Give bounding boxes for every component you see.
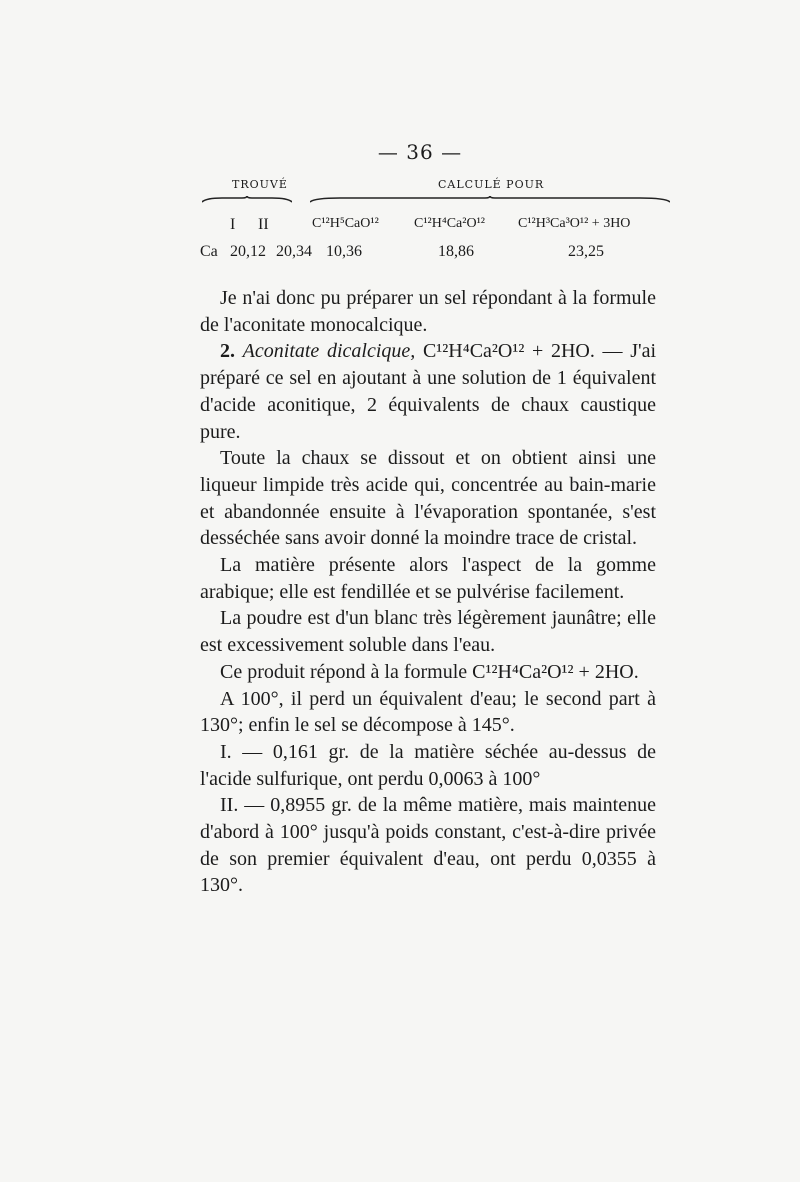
col-I: I: [230, 216, 236, 233]
header-found: TROUVÉ: [232, 178, 288, 191]
paragraph: La matière présente alors l'aspect de la gomme arabique; elle est fendillée et se pulvérise facilement.: [200, 554, 656, 603]
col-formula-3: C¹²H³Ca³O¹² + 3HO: [518, 216, 631, 231]
table-header: [198, 178, 670, 214]
section-text: J'ai préparé ce sel en ajoutant à une solution de 1 équivalent d'acide aconitique, 2 équivalents de chaux caustique pure.: [200, 340, 657, 443]
value-calc-1: 10,36: [326, 243, 362, 260]
brace-found: [202, 196, 292, 204]
page-number: — 36 —: [377, 140, 463, 164]
value-I: 20,12: [230, 243, 266, 260]
body-text: [200, 285, 656, 899]
header-calculated: CALCULÉ POUR: [438, 178, 545, 191]
col-formula-1: C¹²H⁵CaO¹²: [312, 216, 379, 231]
paragraph: La poudre est d'un blanc très légèrement jaunâtre; elle est excessivement soluble dans l'eau.: [200, 607, 656, 657]
col-II: II: [258, 216, 269, 233]
paragraph: A 100°, il perd un équivalent d'eau; le second part à 130°; enfin le sel se décompose à 145°.: [200, 687, 656, 737]
paragraph: Je n'ai donc pu préparer un sel répondant à la formule de l'aconitate monocalcique.: [200, 287, 656, 336]
col-formula-2: C¹²H⁴Ca²O¹²: [414, 216, 485, 231]
paragraph: Ce produit répond à la formule C¹²H⁴Ca²O¹² + 2HO.: [220, 660, 639, 683]
value-calc-2: 18,86: [438, 243, 474, 260]
paragraph-aconitate-dicalcique: [200, 338, 656, 445]
paragraph: I. — 0,161 gr. de la matière séchée au-dessus de l'acide sulfurique, ont perdu 0,0063 à 100°: [200, 740, 656, 790]
section-number: 2.: [220, 340, 235, 363]
label-ca: Ca: [200, 243, 218, 260]
paragraph: Toute la chaux se dissout et on obtient ainsi une liqueur limpide très acide qui, concentrée au bain-marie et abandonnée ensuite à l'évaporation spontanée, s'est desséchée sans avoir donné la moindre trace de cristal.: [200, 447, 656, 550]
value-calc-3: 23,25: [568, 243, 604, 260]
paragraph: II. — 0,8955 gr. de la même matière, mais maintenue d'abord à 100° jusqu'à poids constant, c'est-à-dire privée de son premier équivalent d'eau, ont perdu 0,0355 à 130°.: [200, 794, 656, 897]
section-formula: C¹²H⁴Ca²O¹² + 2HO. —: [422, 340, 623, 363]
value-II: 20,34: [276, 243, 312, 260]
section-title: Aconitate dicalcique,: [242, 340, 416, 363]
brace-calculated: [310, 196, 670, 204]
